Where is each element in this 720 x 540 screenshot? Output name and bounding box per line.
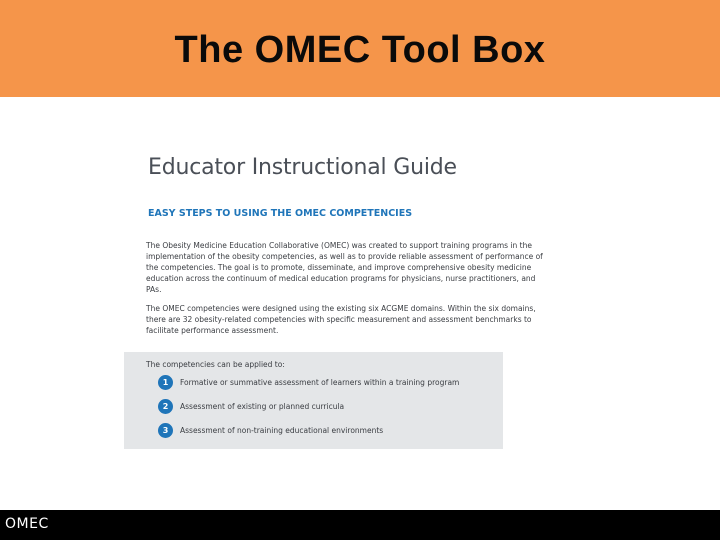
document-paragraph-2: The OMEC competencies were designed using the existing six ACGME domains. Within the six domains, there are 32 obesity-related competencies with specific measurement and assessment benchmarks to facilitate performance assessment. [146, 304, 536, 335]
competencies-apply-box [124, 352, 503, 449]
number-badge: 2 [158, 399, 173, 414]
list-item [158, 399, 344, 414]
footer-bar [0, 510, 720, 540]
apply-intro: The competencies can be applied to: [146, 360, 285, 369]
number-badge: 1 [158, 375, 173, 390]
number-badge: 3 [158, 423, 173, 438]
title-bar [0, 0, 720, 97]
document-subheading: EASY STEPS TO USING THE OMEC COMPETENCIES [148, 208, 413, 219]
document-heading: Educator Instructional Guide [148, 155, 457, 180]
slide-title: The OMEC Tool Box [174, 29, 546, 71]
guide-document-image [124, 140, 554, 450]
list-item [158, 375, 459, 390]
list-item-text: Assessment of existing or planned curricula [180, 402, 345, 411]
document-paragraph-1: The Obesity Medicine Education Collaborative (OMEC) was created to support training programs in the implementation of the obesity competencies, as well as to provide reliable assessment of performance of the competencies. The goal is to promote, disseminate, and improve comprehensive obesity medicine education across the continuum of medical education programs for physicians, nurse practitioners, and PAs. [146, 241, 543, 294]
list-item [158, 423, 383, 438]
list-item-text: Assessment of non-training educational environments [180, 426, 384, 435]
list-item-text: Formative or summative assessment of learners within a training program [180, 378, 460, 387]
footer-label: OMEC [5, 516, 49, 532]
